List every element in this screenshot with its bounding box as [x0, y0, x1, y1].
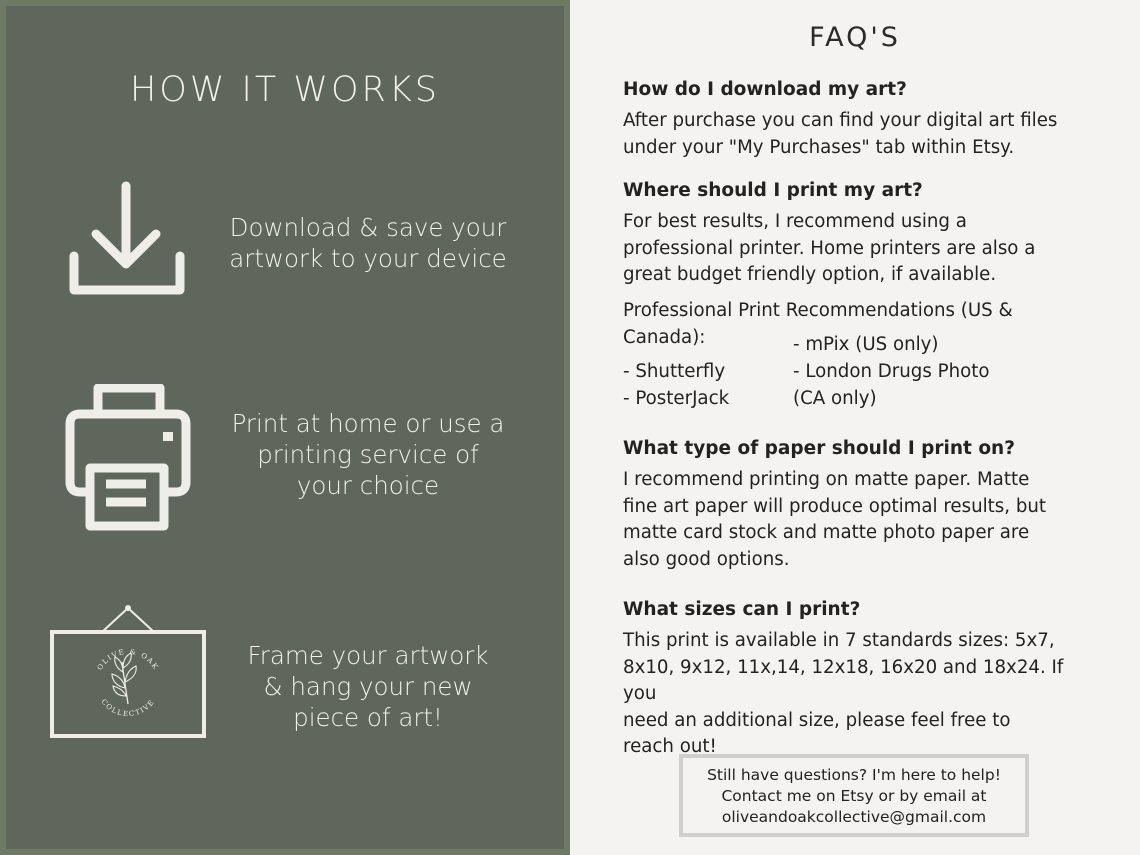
faq-question: How do I download my art?	[623, 79, 907, 100]
step-print-line3: your choice	[296, 471, 440, 500]
faq-answer-line: reach out!	[623, 736, 717, 757]
printer-icon	[62, 384, 192, 532]
faq-answer-line: After purchase you can find your digital art files	[623, 110, 1058, 131]
faq-answer-line: I recommend printing on matte paper. Matte	[623, 469, 1030, 490]
faq-answer	[623, 108, 1093, 161]
recommendations-heading-line1: Professional Print Recommendations (US &	[623, 300, 1013, 321]
faq-download	[623, 77, 1093, 161]
step-download-line1: Download & save your	[229, 213, 507, 242]
faq-answer-line: 8x10, 9x12, 11x,14, 12x18, 16x20 and 18x24. If you	[623, 656, 1064, 704]
faq-answer-line: under your "My Purchases" tab within Etsy.	[623, 136, 1015, 158]
faq-question: What type of paper should I print on?	[623, 438, 1015, 459]
recommendation-item: (CA only)	[793, 388, 877, 409]
step-frame-line2: & hang your new	[263, 672, 473, 701]
contact-box	[679, 754, 1029, 837]
faq-answer-line: professional printer. Home printers are also a	[623, 237, 1036, 259]
recommendation-item: - PosterJack	[623, 388, 730, 409]
step-download-line2: artwork to your device	[229, 244, 507, 273]
faq-question: What sizes can I print?	[623, 599, 861, 620]
faq-answer-line: great budget friendly option, if available.	[623, 264, 997, 285]
how-it-works-title: HOW IT WORKS	[129, 70, 441, 110]
hanging-frame-icon	[46, 602, 210, 742]
faq-answer-line: This print is available in 7 standards sizes: 5x7,	[623, 630, 1055, 651]
step-print-text	[218, 408, 518, 501]
step-download-text	[218, 212, 518, 274]
recommendations-col2	[793, 331, 989, 412]
faq-answer	[623, 467, 1093, 573]
logo-top-text: OLIVE & OAK	[95, 647, 161, 672]
faq-answer-line: For best results, I recommend using a	[623, 211, 967, 232]
recommendations-heading-line2: Canada):	[623, 327, 706, 348]
download-icon	[68, 178, 192, 298]
faq-answer-line: matte card stock and matte photo paper are	[623, 522, 1030, 543]
faq-sizes	[623, 597, 1093, 761]
faq-answer-line: need an additional size, please feel free to	[623, 709, 1011, 731]
recommendation-item: - Shutterfly	[623, 361, 726, 382]
step-print-line1: Print at home or use a	[231, 409, 505, 438]
faq-question: Where should I print my art?	[623, 180, 923, 201]
faq-paper-type	[623, 436, 1093, 573]
step-print-line2: printing service of	[257, 440, 479, 469]
faq-answer-line: fine art paper will produce optimal results, but	[623, 495, 1047, 517]
faq-where-print	[623, 178, 1093, 289]
step-frame-line1: Frame your artwork	[247, 641, 489, 670]
recommendation-item: - mPix (US only)	[793, 334, 939, 355]
contact-line2: Contact me on Etsy or by email at	[721, 787, 987, 805]
logo-bottom-text: COLLECTIVE	[99, 697, 157, 719]
faq-title: FAQ'S	[809, 22, 901, 53]
faq-answer-line: also good options.	[623, 548, 790, 570]
contact-line1: Still have questions? I'm here to help!	[707, 766, 1001, 784]
step-frame-line3: piece of art!	[293, 703, 443, 732]
faq-answer	[623, 209, 1093, 289]
recommendations-col1	[623, 358, 729, 412]
recommendation-item: - London Drugs Photo	[793, 361, 990, 382]
contact-email: oliveandoakcollective@gmail.com	[721, 808, 987, 826]
faq-answer	[623, 628, 1093, 761]
step-frame-text	[218, 640, 518, 733]
